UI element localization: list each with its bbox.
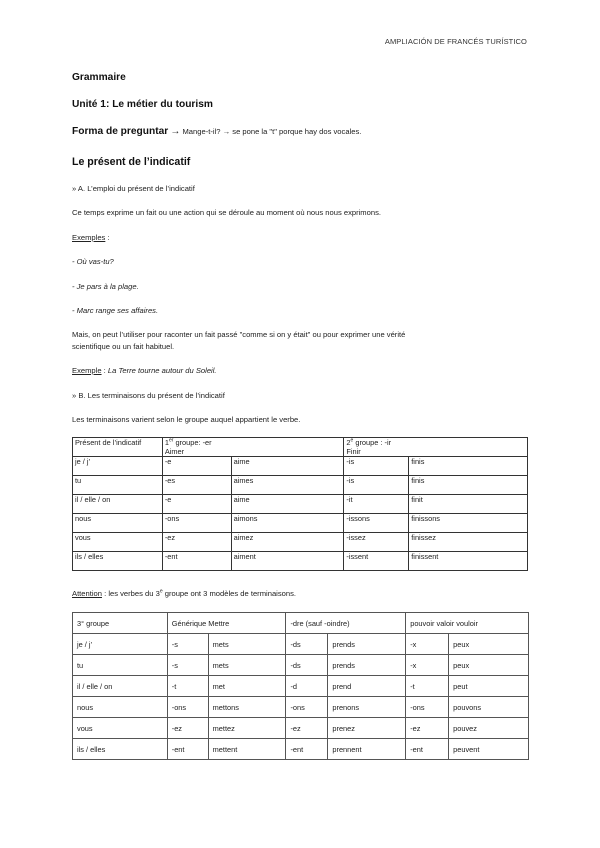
table-cell: -ds — [286, 655, 328, 676]
table-cell: aimons — [231, 514, 344, 533]
table-header-cell: pouvoir valoir vouloir — [406, 613, 529, 634]
example-1: - Où vas-tu? — [72, 257, 114, 266]
table-cell: -ent — [406, 739, 449, 760]
table-cell: mettez — [208, 718, 286, 739]
table-header-cell: Générique Mettre — [167, 613, 286, 634]
table-cell: -issez — [344, 533, 409, 552]
table-cell: -ez — [162, 533, 231, 552]
exemple-colon: : — [101, 366, 108, 375]
table-row — [73, 495, 528, 514]
table-cell: mets — [208, 634, 286, 655]
table-cell: -ez — [286, 718, 328, 739]
table-row — [73, 676, 529, 697]
exemples-label: Exemples — [72, 233, 106, 242]
table-cell: il / elle / on — [73, 676, 168, 697]
question-label: Forma de preguntar — [72, 126, 169, 137]
table-row — [73, 514, 528, 533]
table-cell: -is — [344, 476, 409, 495]
table-cell: met — [208, 676, 286, 697]
table-cell: -ons — [406, 697, 449, 718]
table-cell: peux — [449, 655, 529, 676]
table-row — [73, 739, 529, 760]
table-cell: -x — [406, 634, 449, 655]
table-cell: -ons — [162, 514, 231, 533]
table-cell: -e — [162, 457, 231, 476]
table-cell: finissez — [409, 533, 528, 552]
exemples-colon: : — [105, 233, 110, 242]
table-header-row — [73, 438, 528, 457]
attention-line: Attention : les verbes du 3e groupe ont 3 modèles de terminaisons. — [72, 588, 297, 598]
table-cell: finissent — [409, 552, 528, 571]
table-cell: finit — [409, 495, 528, 514]
table-cell: peuvent — [449, 739, 529, 760]
table-cell: tu — [73, 476, 163, 495]
table-cell: il / elle / on — [73, 495, 163, 514]
table-cell: prenons — [328, 697, 406, 718]
table-cell: aime — [231, 457, 344, 476]
exemple-line — [72, 365, 217, 377]
table-header-row — [73, 613, 529, 634]
table-cell: finis — [409, 457, 528, 476]
table-cell: -ons — [286, 697, 328, 718]
table-cell: -s — [167, 634, 208, 655]
table-cell: -e — [162, 495, 231, 514]
example-3: - Marc range ses affaires. — [72, 306, 159, 315]
question-text: Mange-t-il? → se pone la "t" porque hay dos vocales. — [182, 127, 362, 136]
table-cell: -t — [406, 676, 449, 697]
table-cell: nous — [73, 514, 163, 533]
paragraph-1: Ce temps exprime un fait ou une action qui se déroule au moment où nous nous exprimons. — [72, 208, 381, 217]
attention-label: Attention — [72, 589, 102, 598]
table-cell: -x — [406, 655, 449, 676]
question-line — [72, 126, 361, 137]
table-cell: -s — [167, 655, 208, 676]
table-cell: vous — [73, 718, 168, 739]
table-cell: ils / elles — [73, 552, 163, 571]
table-cell: mets — [208, 655, 286, 676]
table-header-cell: 1er groupe: -er Aimer — [162, 438, 344, 457]
table-row — [73, 533, 528, 552]
table-cell: -is — [344, 457, 409, 476]
conjugation-table-2 — [72, 612, 529, 760]
table-cell: -ent — [286, 739, 328, 760]
table-cell: aimes — [231, 476, 344, 495]
table-cell: prenez — [328, 718, 406, 739]
table-header-cell: -dre (sauf -oindre) — [286, 613, 406, 634]
table-row — [73, 655, 529, 676]
table-cell: finis — [409, 476, 528, 495]
table-cell: pouvez — [449, 718, 529, 739]
table-row — [73, 697, 529, 718]
table-cell: prends — [328, 634, 406, 655]
paragraph-2-line-1: Mais, on peut l’utiliser pour raconter un fait passé "comme si on y était" ou pour exprimer une vérité — [72, 330, 406, 339]
table-cell: tu — [73, 655, 168, 676]
exemple-text: La Terre tourne autour du Soleil. — [107, 366, 217, 375]
section-b-heading: » B. Les terminaisons du présent de l’indicatif — [72, 391, 225, 400]
conjugation-table-1 — [72, 437, 528, 571]
table-cell: pouvons — [449, 697, 529, 718]
table-cell: -es — [162, 476, 231, 495]
table-cell: -ds — [286, 634, 328, 655]
table-cell: mettent — [208, 739, 286, 760]
document-header: AMPLIACIÓN DE FRANCÉS TURÍSTICO — [384, 37, 527, 46]
table-row — [73, 476, 528, 495]
section-a-heading: » A. L’emploi du présent de l’indicatif — [72, 184, 195, 193]
section-title: Grammaire — [72, 72, 126, 83]
table-row — [73, 457, 528, 476]
table-cell: -ent — [162, 552, 231, 571]
table-cell: nous — [73, 697, 168, 718]
table-cell: je / j’ — [73, 634, 168, 655]
table-cell: prennent — [328, 739, 406, 760]
table-header-cell: 3° groupe — [73, 613, 168, 634]
table-cell: -t — [167, 676, 208, 697]
arrow-icon: → — [170, 126, 181, 137]
paragraph-3: Les terminaisons varient selon le groupe auquel appartient le verbe. — [72, 415, 301, 424]
present-title: Le présent de l’indicatif — [72, 156, 191, 168]
table-cell: je / j’ — [73, 457, 163, 476]
exemple-label: Exemple — [72, 366, 102, 375]
table-cell: ils / elles — [73, 739, 168, 760]
table-row — [73, 552, 528, 571]
table-cell: finissons — [409, 514, 528, 533]
table-cell: vous — [73, 533, 163, 552]
exemples-line — [72, 232, 110, 244]
table-row — [73, 634, 529, 655]
table-cell: mettons — [208, 697, 286, 718]
unit-title: Unité 1: Le métier du tourism — [72, 99, 213, 110]
table-cell: -d — [286, 676, 328, 697]
table-header-cell: Présent de l’indicatif — [73, 438, 163, 457]
table-cell: prend — [328, 676, 406, 697]
paragraph-2-line-2: scientifique ou un fait habituel. — [72, 342, 175, 351]
table-cell: aimez — [231, 533, 344, 552]
table-cell: -it — [344, 495, 409, 514]
table-cell: aiment — [231, 552, 344, 571]
table-cell: -ons — [167, 697, 208, 718]
table-cell: -issent — [344, 552, 409, 571]
table-cell: prends — [328, 655, 406, 676]
table-cell: peux — [449, 634, 529, 655]
table-cell: -ez — [406, 718, 449, 739]
table-cell: -issons — [344, 514, 409, 533]
table-row — [73, 718, 529, 739]
table-cell: -ent — [167, 739, 208, 760]
table-cell: peut — [449, 676, 529, 697]
example-2: - Je pars à la plage. — [72, 282, 139, 291]
table-header-cell: 2e groupe : -ir Finir — [344, 438, 528, 457]
table-cell: aime — [231, 495, 344, 514]
table-cell: -ez — [167, 718, 208, 739]
